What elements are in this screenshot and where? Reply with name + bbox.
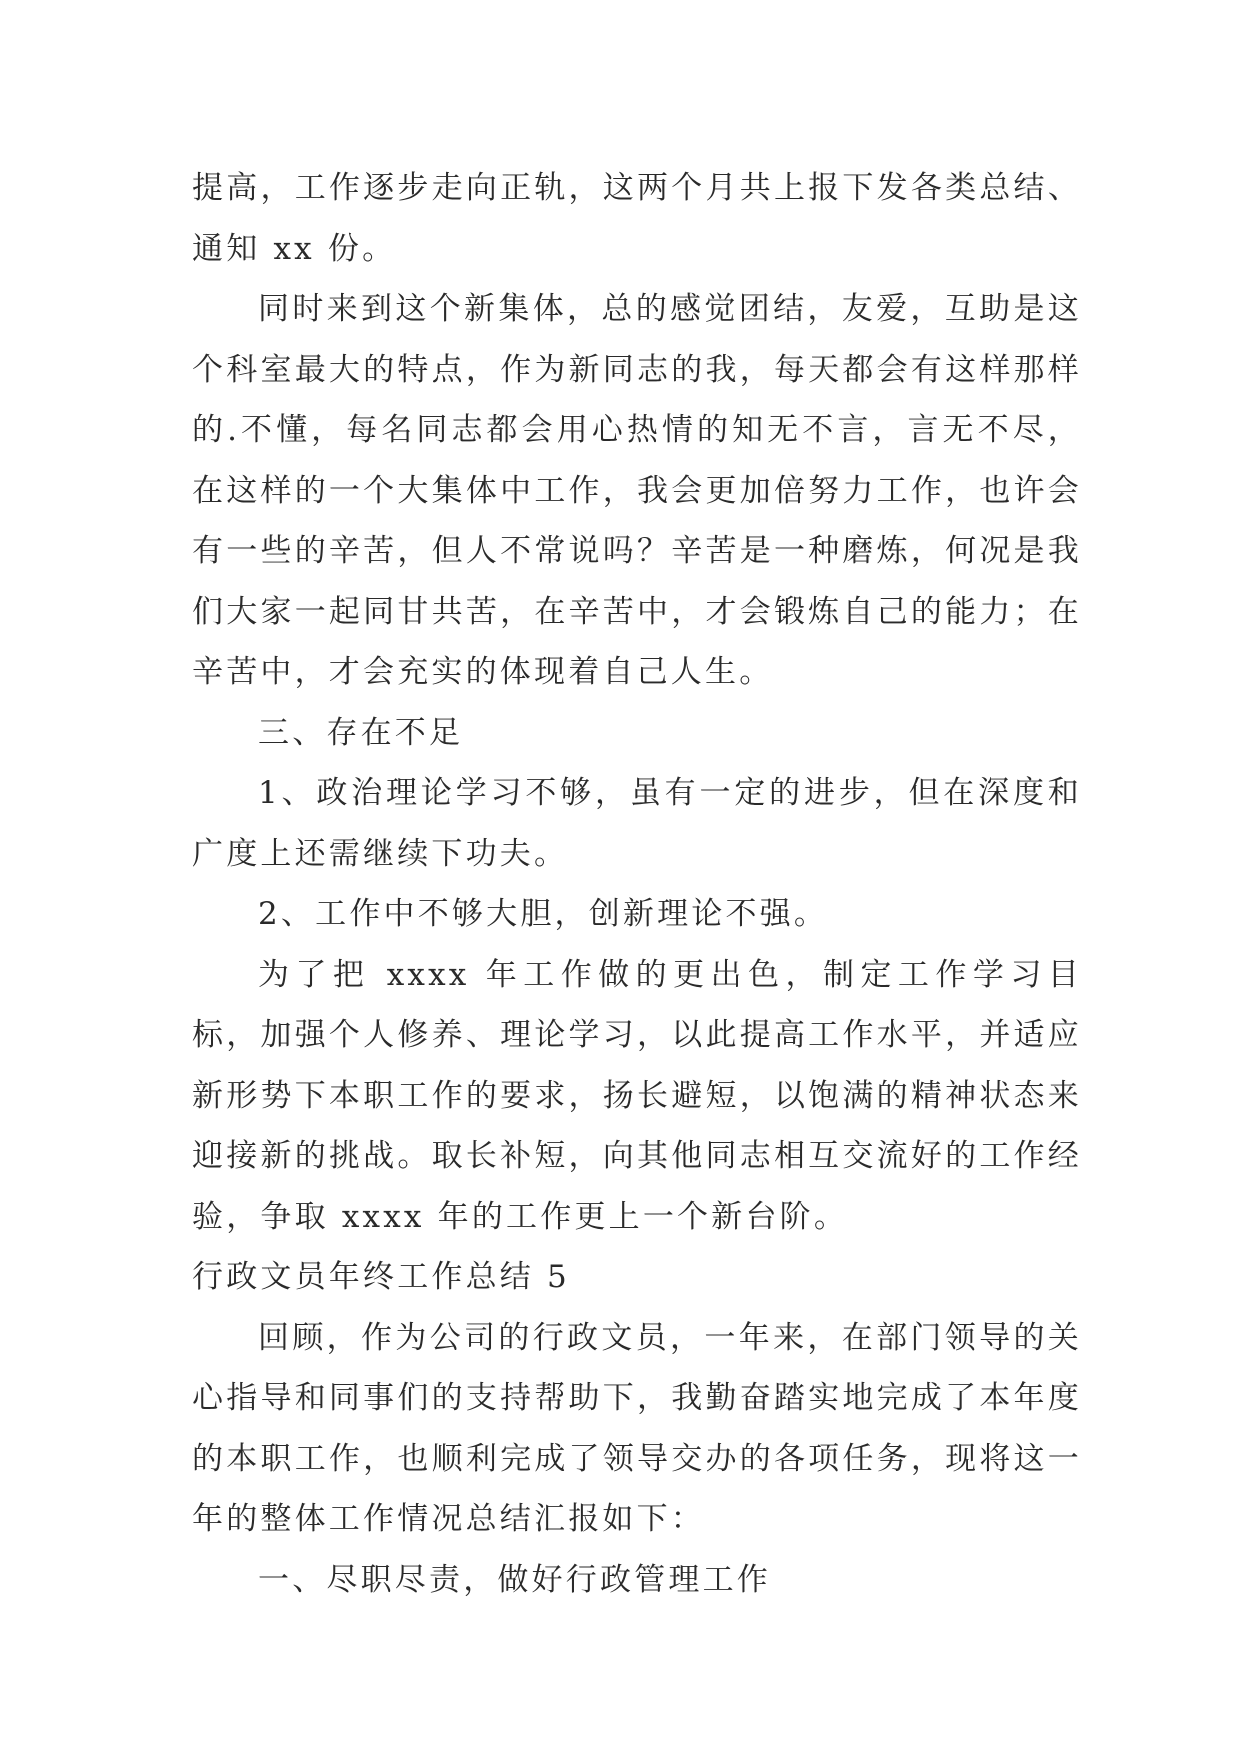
list-item-1: 1、政治理论学习不够，虽有一定的进步，但在深度和广度上还需继续下功夫。 bbox=[192, 775, 1082, 872]
document-title: 行政文员年终工作总结 5 bbox=[192, 1259, 570, 1295]
section-heading-admin: 一、尽职尽责，做好行政管理工作 bbox=[258, 1561, 771, 1598]
section-heading-shortcomings: 三、存在不足 bbox=[258, 714, 464, 751]
document-body bbox=[192, 158, 1082, 1610]
paragraph-continuation: 提高，工作逐步走向正轨，这两个月共上报下发各类总结、通知 xx 份。 bbox=[192, 170, 1082, 267]
paragraph-collective: 同时来到这个新集体，总的感觉团结，友爱，互助是这个科室最大的特点，作为新同志的我，每天都会有这样那样的.不懂，每名同志都会用心热情的知无不言，言无不尽，在这样的一个大集体中工作，我会更加倍努力工作，也许会有一些的辛苦，但人不常说吗？辛苦是一种磨炼，何况是我们大家一起同甘共苦，在辛苦中，才会锻炼自己的能力；在辛苦中，才会充实的体现着自己人生。 bbox=[192, 291, 1082, 690]
list-item-2: 2、工作中不够大胆，创新理论不强。 bbox=[258, 896, 829, 932]
paragraph-goals: 为了把 xxxx 年工作做的更出色，制定工作学习目标，加强个人修养、理论学习，以此提高工作水平，并适应新形势下本职工作的要求，扬长避短，以饱满的精神状态来迎接新的挑战。取长补短，向其他同志相互交流好的工作经验，争取 xxxx 年的工作更上一个新台阶。 bbox=[192, 956, 1082, 1235]
paragraph-review: 回顾，作为公司的行政文员，一年来，在部门领导的关心指导和同事们的支持帮助下，我勤奋踏实地完成了本年度的本职工作，也顺利完成了领导交办的各项任务，现将这一年的整体工作情况总结汇报如下： bbox=[192, 1319, 1082, 1537]
